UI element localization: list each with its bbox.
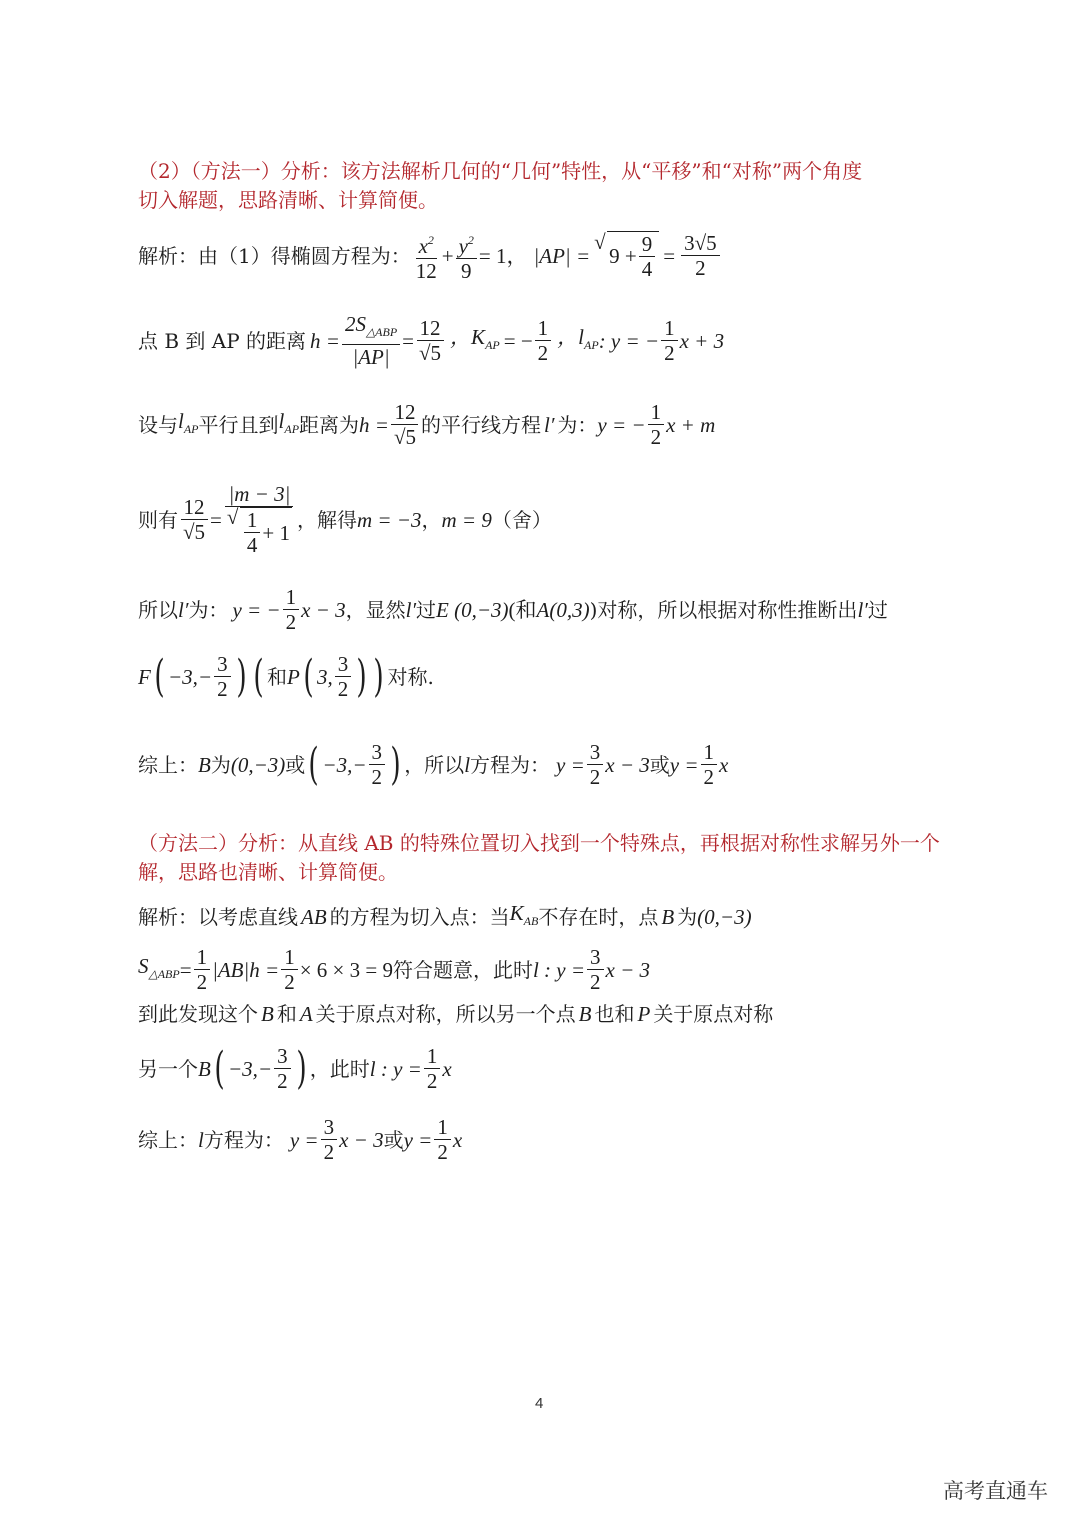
ap-result-fraction: $\frac{3√5}{2}$ (681, 231, 720, 280)
equation-left-fraction: $\frac{12}{√5}$ (180, 495, 208, 544)
m2-slope-fraction: $\frac{3}{2}$ (587, 945, 604, 994)
ellipse-x-fraction: $\frac{x^2}{12}$ (413, 228, 440, 283)
reflected-line-fraction: $\frac{1}{2}$ (283, 585, 300, 634)
method2-line2: $S_{\triangle ABP}$ = $\frac{1}{2}$ |AB|h = $\frac{1}{2}$ × 6 × 3 = 9 符合题意，此时 l : y = $\frac{3}{2}$ x − 3 (138, 945, 651, 994)
point-f-fraction: $\frac{3}{2}$ (214, 652, 231, 701)
point-p-fraction: $\frac{3}{2}$ (335, 652, 352, 701)
ap-sqrt: √ 9 + $\frac{9}{4}$ (594, 231, 659, 281)
method1-line1: 解析：由（1）得椭圆方程为： $\frac{x^2}{12}$ + $\frac{y^2}{9}$ = 1， |AP| = √ 9 + $\frac{9}{4}$ = $\frac{3√5}{2}$ (138, 228, 722, 283)
summary-slope1-fraction: $\frac{3}{2}$ (587, 740, 604, 789)
m2-summary-fraction2: $\frac{1}{2}$ (434, 1115, 451, 1164)
parallel-distance-fraction: $\frac{12}{√5}$ (391, 400, 419, 449)
method1-line4: 则有 $\frac{12}{√5}$ = |m − 3| √ $\frac{1}{4}$ + 1 ，解得 m = −3 ， m = 9 （舍） (138, 482, 552, 557)
equation-right-fraction: |m − 3| √ $\frac{1}{4}$ + 1 (224, 482, 295, 557)
method1-line5: 所以 l′ 为： y = − $\frac{1}{2}$ x − 3 ，显然 l′ 过 E (0,−3) (和 A(0,3) )对称，所以根据对称性推断出 l′ 过 (138, 585, 888, 634)
m2-point-fraction: $\frac{3}{2}$ (274, 1044, 291, 1093)
m2-line-fraction: $\frac{1}{2}$ (424, 1044, 441, 1093)
method2-heading-line1: （方法二）分析：从直线 AB 的特殊位置切入找到一个特殊点，再根据对称性求解另外一个 (138, 831, 940, 855)
area-half-fraction: $\frac{1}{2}$ (194, 945, 211, 994)
summary-slope2-fraction: $\frac{1}{2}$ (701, 740, 718, 789)
ellipse-rhs: = 1， (478, 243, 528, 268)
method1-heading-line1: （2）（方法一）分析：该方法解析几何的“几何”特性，从“平移”和“对称”两个角度 (138, 159, 863, 183)
summary-point-fraction: $\frac{3}{2}$ (369, 740, 386, 789)
m2-summary-fraction1: $\frac{3}{2}$ (321, 1115, 338, 1164)
line1-prefix: 解析：由（1）得椭圆方程为： (138, 243, 411, 268)
distance-fraction: $\frac{2S_{\triangle ABP}}{|AP|}$ (342, 312, 400, 369)
line-ap-fraction: $\frac{1}{2}$ (661, 316, 678, 365)
line2-prefix: 点 B 到 AP 的距离 (138, 328, 307, 353)
method2-line5: 综上： l 方程为： y = $\frac{3}{2}$ x − 3 或 y = $\frac{1}{2}$ x (138, 1115, 463, 1164)
method1-heading-line2: 切入解题，思路清晰、计算简便。 (138, 188, 438, 212)
watermark: 高考直通车 (943, 1479, 1048, 1503)
area-half-fraction-2: $\frac{1}{2}$ (281, 945, 298, 994)
ellipse-y-fraction: $\frac{y^2}{9}$ (456, 228, 477, 283)
method2-line1: 解析：以考虑直线 AB 的方程为切入点：当 $K_{AB}$ 不存在时，点 B 为 (0,−3) (138, 901, 752, 929)
method2-line4: 另一个 B ( −3,− $\frac{3}{2}$ ) ，此时 l : y = $\frac{1}{2}$ x (138, 1042, 452, 1094)
parallel-line-fraction: $\frac{1}{2}$ (648, 400, 665, 449)
ap-abs: |AP| = (533, 243, 591, 268)
method1-line6: F ( −3,− $\frac{3}{2}$ ) ( 和 P ( 3, $\frac{3}{2}$ ) ) 对称. (138, 650, 434, 702)
slope-fraction: $\frac{1}{2}$ (535, 316, 552, 365)
method2-line3: 到此发现这个 B 和 A 关于原点对称，所以另一个点 B 也和 P 关于原点对称 (138, 1002, 774, 1026)
method1-line7: 综上： B 为 (0,−3) 或 ( −3,− $\frac{3}{2}$ ) ，所以 l 方程为： y = $\frac{3}{2}$ x − 3 或 y = $\frac{1}{2}$ x (138, 738, 729, 790)
method2-heading-line2: 解，思路也清晰、计算简便。 (138, 860, 398, 884)
method1-line2: 点 B 到 AP 的距离 h = $\frac{2S_{\triangle ABP}}{|AP|}$ = $\frac{12}{√5}$ ，$K_{AP}$ = − $\frac{1}{2}$ ，$l_{AP}$ : y = − $\frac{1}{2}$ x + 3 (138, 312, 725, 369)
distance-result-fraction: $\frac{12}{√5}$ (416, 316, 444, 365)
method1-line3: 设与 $l_{AP}$ 平行且到 $l_{AP}$ 距离为 h = $\frac{12}{√5}$ 的平行线方程 l′ 为： y = − $\frac{1}{2}$ x + m (138, 400, 716, 449)
page-number: 4 (535, 1395, 544, 1412)
